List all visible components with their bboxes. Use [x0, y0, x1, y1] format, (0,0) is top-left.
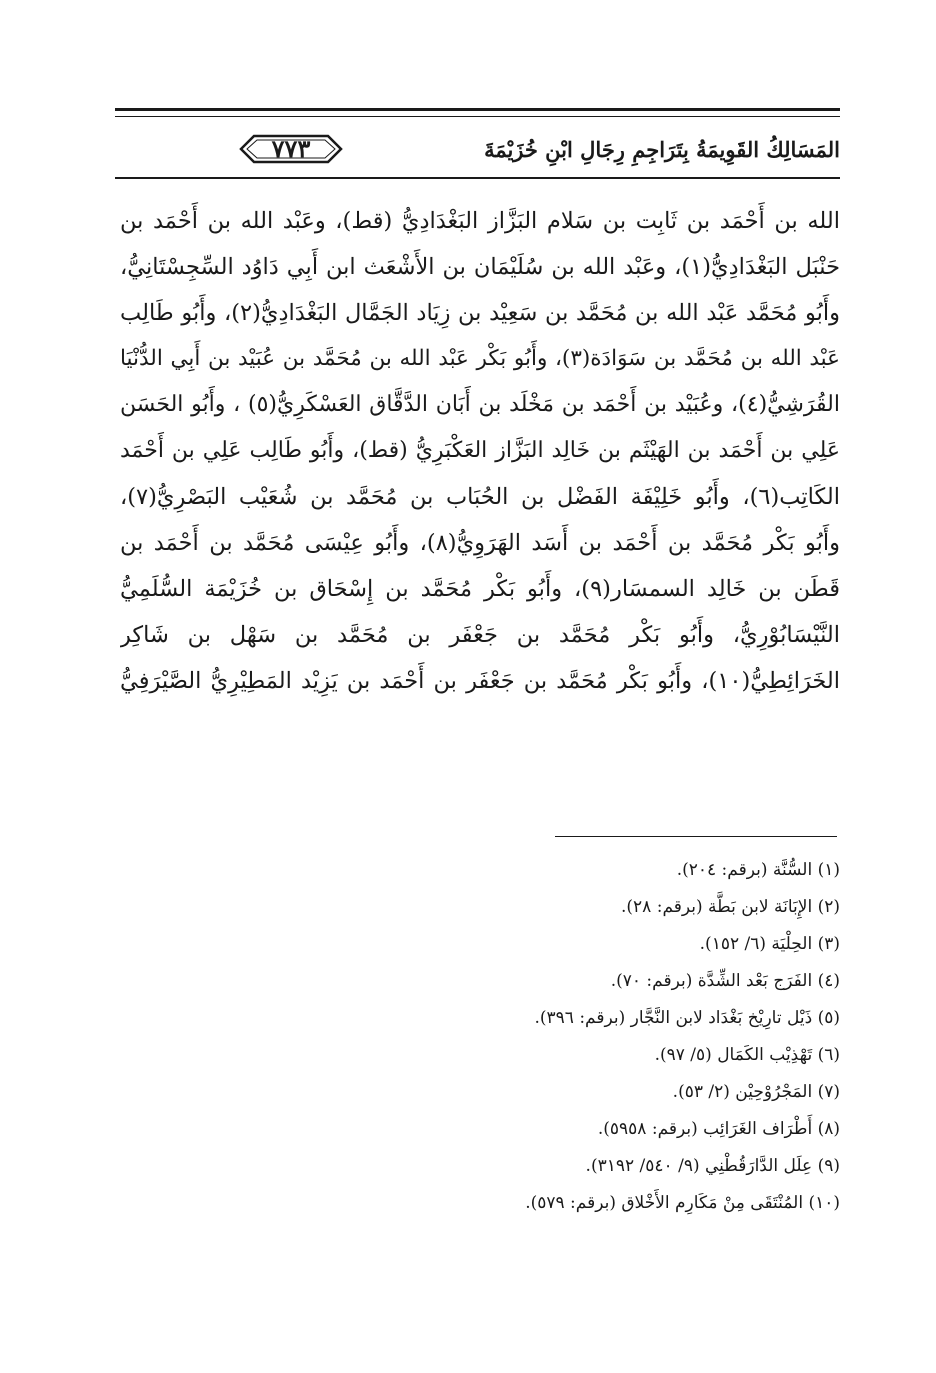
footnote: (١٠) المُنْتَقَى مِنْ مَكَارِم الأَخْلاق (برقم: ٥٧٩). [525, 1193, 840, 1213]
footnote: (٦) تَهْذِيْب الكَمَال (٥/ ٩٧). [654, 1045, 840, 1065]
text-line: الله بن أَحْمَد بن ثَابِت بن سَلام البَزَّاز البَغْدَادِيُّ (قط)، وعَبْد الله بن أَحْمَد بن [120, 208, 840, 234]
text-line: قَطَن بن خَالِد السمسَار(٩)، وأَبُو بَكْر مُحَمَّد بن إِسْحَاق بن خُزَيْمَة السُّلَمِيُّ [120, 576, 840, 602]
footnotes [120, 852, 840, 1222]
page-number-badge [238, 129, 344, 169]
footnote: (٥) ذَيْل تارِيْخ بَغْدَاد لابن النَّجَّار (برقم: ٣٩٦). [534, 1008, 840, 1028]
text-line: حَنْبَل البَغْدَادِيُّ(١)، وعَبْد الله بن سُلَيْمَان بن الأَشْعَث ابن أَبِي دَاوُد السِّجِسْتَانِيُّ، [120, 254, 840, 280]
text-line: الكَاتِب(٦)، وأَبُو خَلِيْفَة الفَضْل بن الحُبَاب بن مُحَمَّد بن شُعَيْب البَصْرِيُّ(٧)، [120, 484, 840, 510]
footnote: (٩) عِلَل الدَّارَقُطْنِي (٩/ ٥٤٠/ ٣١٩٢). [585, 1156, 840, 1176]
text-line: القُرَشِيُّ(٤)، وعُبَيْد بن أَحْمَد بن مَخْلَد بن أَبَان الدَّقَّاق العَسْكَرِيُّ(٥) ، وأَبُو الحَسَن [120, 392, 840, 417]
footnote: (٢) الإِبَانَة لابن بَطَّة (برقم: ٢٨). [621, 897, 840, 917]
text-line: وأَبُو بَكْر مُحَمَّد بن أَحْمَد بن أَسَد الهَرَوِيُّ(٨)، وأَبُو عِيْسَى مُحَمَّد بن أَحْمَد بن [120, 530, 840, 556]
header-rule-thin [115, 116, 840, 117]
running-title: المَسَالِكُ القَوِيمَةُ بِتَرَاجِمِ رِجَالِ ابْنِ خُزَيْمَةَ [484, 137, 840, 162]
main-text [120, 198, 840, 704]
footnote: (٣) الحِلْيَة (٦/ ١٥٢). [699, 934, 840, 954]
header-rule-bottom [115, 177, 840, 179]
text-line: عَلِي بن أَحْمَد بن الهَيْثَم بن خَالِد البَزَّاز العَكْبَرِيُّ (قط)، وأَبُو طَالِب عَلِي بن أَحْمَد [120, 438, 840, 463]
text-line: عَبْد الله بن مُحَمَّد بن سَوَادَة(٣)، وأَبُو بَكْر عَبْد الله بن مُحَمَّد بن عُبَيْد بن أَبِي الدُّنْيَا [120, 346, 840, 371]
footnote: (٧) المَجْرُوْحِيْن (٢/ ٥٣). [672, 1082, 840, 1102]
footnote: (٨) أَطْرَاف الغَرَائِب (برقم: ٥٩٥٨). [597, 1119, 840, 1139]
text-line: وأَبُو مُحَمَّد عَبْد الله بن مُحَمَّد بن سَعِيْد بن زِيَاد الجَمَّال البَغْدَادِيُّ(٢)، وأَبُو طَالِب [120, 300, 840, 326]
page-number: ٧٧٣ [271, 134, 311, 163]
text-line: النَّيْسَابُوْرِيُّ، وأَبُو بَكْر مُحَمَّد بن جَعْفَر بن مُحَمَّد بن سَهْل بن شَاكِر [120, 622, 840, 648]
footnote: (٤) الفَرَج بَعْد الشِّدَّة (برقم: ٧٠). [610, 971, 840, 991]
footnote: (١) السُّنَّة (برقم: ٢٠٤). [676, 860, 840, 880]
footnote-separator [555, 836, 837, 837]
header-rule-thick [115, 108, 840, 111]
text-line: الخَرَائِطِيُّ(١٠)، وأَبُو بَكْر مُحَمَّد بن جَعْفَر بن أَحْمَد بن يَزِيْد المَطِيْرِيُّ الصَّيْرَفِيُّ [120, 668, 840, 694]
